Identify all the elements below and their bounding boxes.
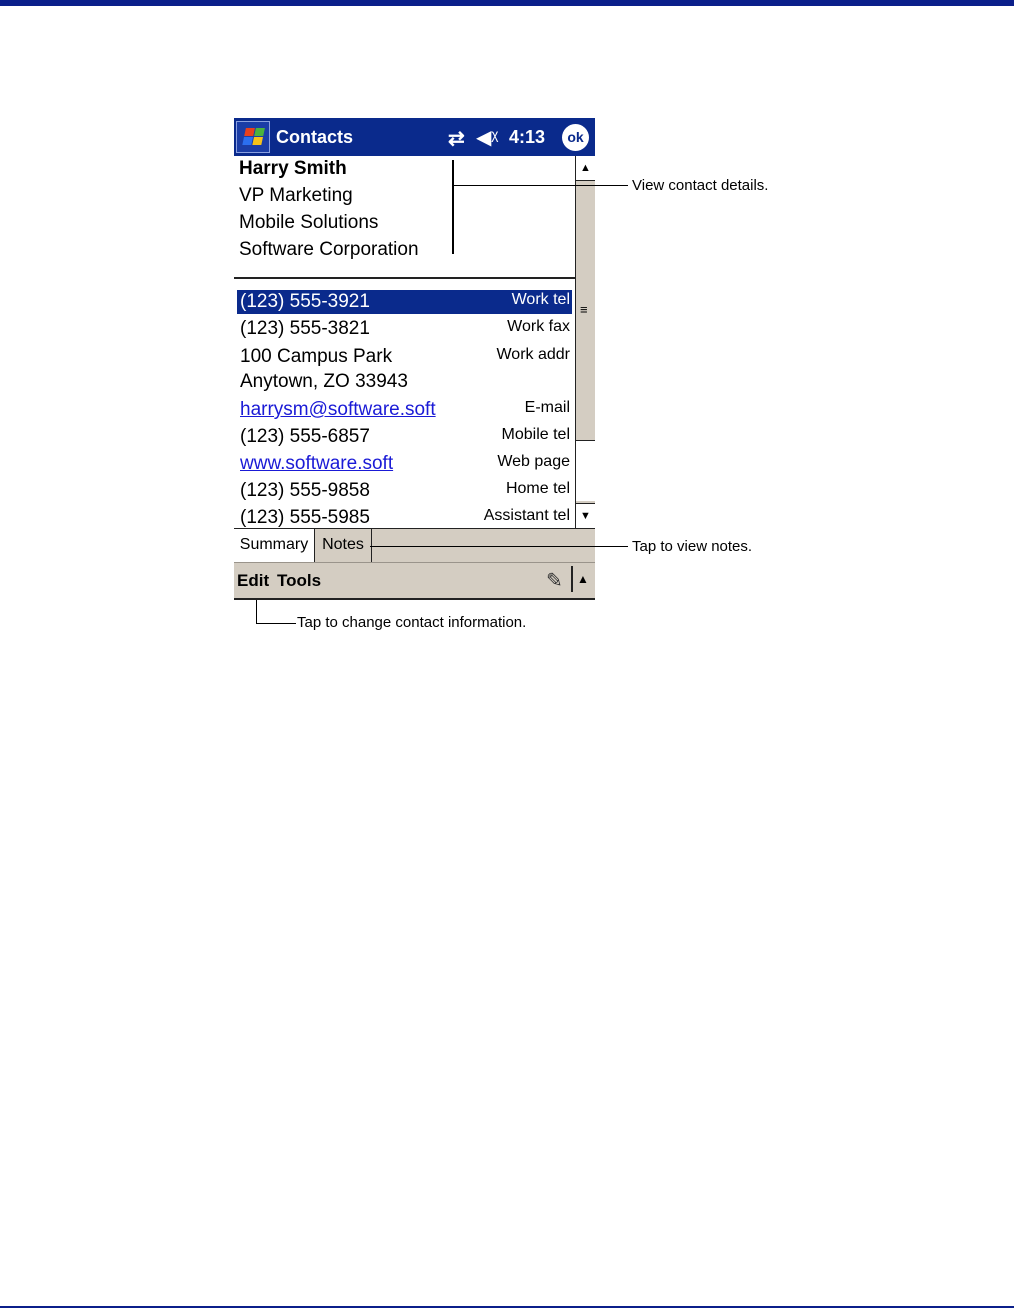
pen-icon[interactable]: ✎ <box>546 570 563 592</box>
speaker-icon[interactable]: ◀ᵡ <box>476 127 499 149</box>
detail-label: Web page <box>497 453 570 470</box>
scroll-grip-icon: ≡ <box>580 302 588 317</box>
vertical-scrollbar[interactable] <box>575 156 595 528</box>
app-title: Contacts <box>276 127 354 147</box>
detail-label: Work tel <box>511 291 570 308</box>
header-separator <box>234 277 575 279</box>
callout-line-edit-vertical <box>256 600 257 624</box>
detail-label: Assistant tel <box>483 507 570 524</box>
detail-row-work-addr[interactable] <box>237 345 572 395</box>
tools-menu[interactable]: Tools <box>277 571 322 590</box>
edit-menu[interactable]: Edit <box>237 571 270 590</box>
scroll-up-icon[interactable]: ▲ <box>576 156 595 181</box>
clock[interactable]: 4:13 <box>509 127 546 147</box>
detail-row-work-fax[interactable] <box>237 317 572 341</box>
contact-job-title: VP Marketing <box>239 185 353 206</box>
top-rule <box>0 0 1014 6</box>
menu-divider <box>571 566 573 592</box>
title-bar <box>234 118 595 156</box>
contact-name: Harry Smith <box>239 158 347 179</box>
callout-details-text: View contact details. <box>632 177 769 194</box>
detail-value: (123) 555-5985 <box>240 507 370 528</box>
menu-bar <box>234 562 595 600</box>
web-page-link[interactable]: www.software.soft <box>240 453 394 474</box>
detail-value: (123) 555-6857 <box>240 426 370 447</box>
detail-value: (123) 555-9858 <box>240 480 370 501</box>
detail-row-assistant-tel[interactable] <box>237 506 572 530</box>
detail-row-web-page[interactable] <box>237 452 572 476</box>
callout-bracket-details <box>452 160 454 254</box>
tab-bar <box>234 528 595 562</box>
sync-icon[interactable]: ⇄ <box>448 128 465 150</box>
detail-label: E-mail <box>524 399 570 416</box>
detail-value: (123) 555-3821 <box>240 318 370 339</box>
detail-value: (123) 555-3921 <box>240 291 370 312</box>
input-panel-arrow-icon[interactable]: ▲ <box>577 572 589 586</box>
detail-label: Home tel <box>505 480 570 497</box>
detail-row-mobile-tel[interactable] <box>237 425 572 449</box>
callout-notes-text: Tap to view notes. <box>632 538 753 555</box>
callout-line-details <box>452 185 628 186</box>
tab-notes[interactable]: Notes <box>314 529 372 562</box>
scroll-thumb[interactable] <box>576 440 595 501</box>
start-button[interactable] <box>236 121 270 153</box>
email-link[interactable]: harrysm@software.soft <box>240 399 436 420</box>
detail-label: Work addr <box>496 346 570 363</box>
contact-company: Software Corporation <box>239 239 419 260</box>
detail-value-line2: Anytown, ZO 33943 <box>240 371 408 392</box>
callout-edit-text: Tap to change contact information. <box>297 614 527 631</box>
ok-button[interactable]: ok <box>562 124 589 151</box>
detail-label: Mobile tel <box>501 426 570 443</box>
detail-label: Work fax <box>507 318 570 335</box>
detail-row-email[interactable] <box>237 398 572 422</box>
windows-flag-icon <box>242 128 266 146</box>
detail-value: 100 Campus Park <box>240 346 393 367</box>
detail-row-work-tel[interactable] <box>237 290 572 314</box>
bottom-rule <box>0 1306 1014 1308</box>
contact-department: Mobile Solutions <box>239 212 379 233</box>
device-screen <box>234 118 595 600</box>
scroll-down-icon[interactable]: ▼ <box>576 503 595 528</box>
tab-summary[interactable]: Summary <box>234 529 314 562</box>
detail-row-home-tel[interactable] <box>237 479 572 503</box>
contact-summary <box>234 156 575 528</box>
callout-line-edit-horizontal <box>256 623 296 624</box>
callout-line-notes <box>370 546 628 547</box>
